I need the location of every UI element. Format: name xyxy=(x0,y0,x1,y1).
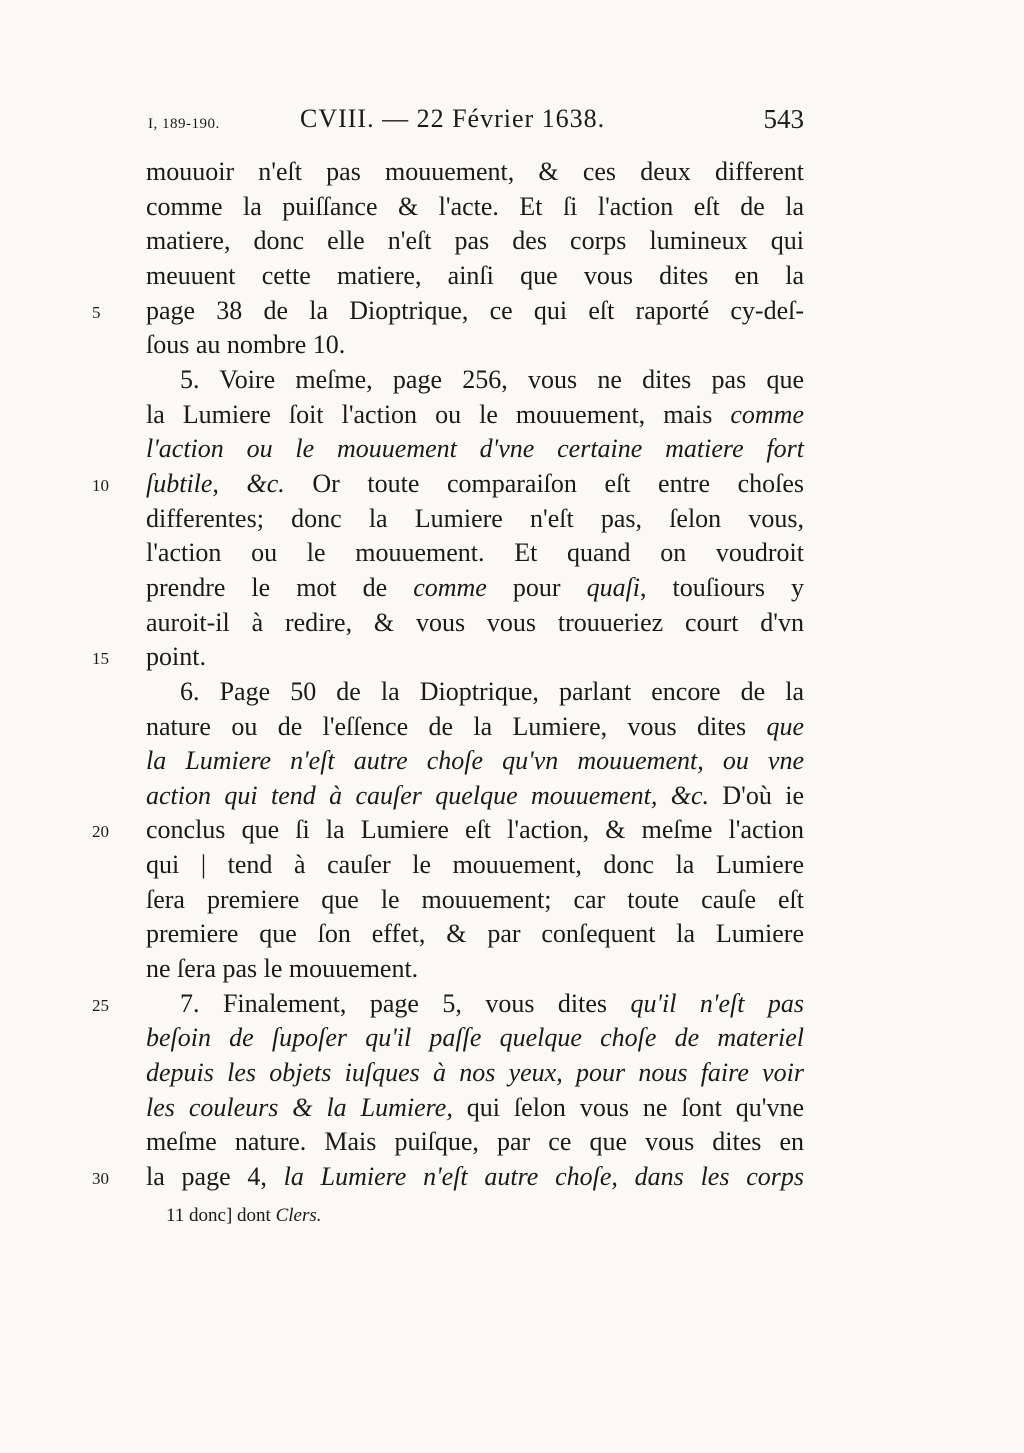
italic-segment: la Lumiere n'eſt autre choſe, dans les corps xyxy=(283,1162,804,1192)
line-text xyxy=(146,1160,804,1194)
text-line xyxy=(0,987,1024,1022)
footnote-text: 11 donc] dont xyxy=(166,1205,276,1226)
text-line xyxy=(0,363,1024,398)
text-segment: qui | tend à cauſer le mouuement, donc la Lumiere xyxy=(146,850,804,880)
text-segment: prendre le mot de xyxy=(146,572,414,602)
text-segment: mouuoir n'eſt pas mouuement, & ces deux different xyxy=(146,157,804,186)
text-line xyxy=(0,536,1024,571)
line-text xyxy=(146,294,804,328)
text-segment: ne ſera pas le mouuement. xyxy=(146,954,419,984)
header-reference: I, 189-190. xyxy=(148,116,220,132)
line-text xyxy=(146,779,804,813)
line-text xyxy=(146,536,804,570)
text-line xyxy=(0,952,1024,987)
text-line xyxy=(0,848,1024,883)
text-line xyxy=(0,1160,1024,1195)
text-line xyxy=(0,502,1024,537)
italic-segment: les couleurs & la Lumiere, xyxy=(146,1092,453,1122)
text-line xyxy=(0,398,1024,433)
line-text xyxy=(180,675,804,709)
text-line xyxy=(0,571,1024,606)
footnote-italic: Clers. xyxy=(275,1205,322,1226)
line-text xyxy=(146,432,804,466)
text-segment: page 38 de la Dioptrique, ce qui eſt raporté cy-deſ- xyxy=(146,295,804,325)
text-line xyxy=(0,883,1024,918)
text-segment: point. xyxy=(146,642,206,672)
line-text xyxy=(146,710,804,744)
line-text xyxy=(146,1021,804,1055)
italic-segment: ſubtile, &c. xyxy=(146,468,285,498)
line-text xyxy=(180,987,804,1021)
text-line xyxy=(0,640,1024,675)
text-line xyxy=(0,779,1024,814)
text-segment: meuuent cette matiere, ainſi que vous dites en la xyxy=(146,260,804,290)
italic-segment: depuis les objets iuſques à nos yeux, pour nous faire voir xyxy=(146,1058,804,1088)
italic-segment: l'action ou le mouuement d'vne certaine matiere fort xyxy=(146,434,804,464)
text-segment: auroit-il à redire, & vous vous trouueriez court d'vn xyxy=(146,607,804,637)
header-title: CVIII. — 22 Février 1638. xyxy=(300,104,606,133)
text-segment: qui ſelon vous ne ſont qu'vne xyxy=(452,1092,805,1122)
text-segment: , touſiours y xyxy=(640,572,804,602)
text-segment: meſme nature. Mais puiſque, par ce que vous dites en xyxy=(146,1127,804,1157)
text-line xyxy=(0,190,1024,225)
text-line xyxy=(0,1056,1024,1091)
text-line xyxy=(0,328,1024,363)
text-line xyxy=(0,432,1024,467)
text-line xyxy=(0,467,1024,502)
text-line xyxy=(0,675,1024,710)
line-text xyxy=(146,606,804,640)
text-segment: la Lumiere ſoit l'action ou le mouuement, mais xyxy=(146,399,731,429)
text-line xyxy=(0,1091,1024,1126)
italic-segment: quaſi xyxy=(586,572,641,602)
line-text xyxy=(146,848,804,882)
line-text xyxy=(146,224,804,258)
text-segment: ſous au nombre 10. xyxy=(146,330,346,360)
text-segment: pour xyxy=(486,572,587,602)
line-text xyxy=(146,744,804,778)
line-text xyxy=(146,1091,804,1125)
line-text xyxy=(146,1056,804,1090)
text-line xyxy=(0,917,1024,952)
text-segment: D'où ie xyxy=(709,780,804,810)
text-segment: la page 4, xyxy=(146,1162,284,1192)
text-line xyxy=(0,606,1024,641)
line-text xyxy=(180,363,804,397)
line-text xyxy=(146,883,804,917)
line-text xyxy=(146,640,804,674)
text-segment: premiere que ſon effet, & par conſequent la Lumiere xyxy=(146,919,804,949)
text-line xyxy=(0,294,1024,329)
italic-segment: action qui tend à cauſer quelque mouuement, &c. xyxy=(146,780,709,810)
italic-segment: la Lumiere n'eſt autre choſe qu'vn mouuement, ou vne xyxy=(146,746,804,776)
italic-segment: comme xyxy=(730,399,804,429)
text-segment: 7. Finalement, page 5, vous dites xyxy=(180,988,631,1018)
line-text xyxy=(146,813,804,847)
line-text xyxy=(146,502,804,536)
text-segment: differentes; donc la Lumiere n'eſt pas, ſelon vous, xyxy=(146,503,804,533)
italic-segment: comme xyxy=(413,572,487,602)
line-text xyxy=(146,917,804,951)
line-text xyxy=(146,1125,804,1159)
line-number: 25 xyxy=(92,995,109,1015)
text-segment: l'action ou le mouuement. Et quand on voudroit xyxy=(146,538,804,568)
line-number: 15 xyxy=(92,649,109,669)
line-number: 20 xyxy=(92,822,109,842)
line-text xyxy=(146,467,804,501)
line-text xyxy=(146,398,804,432)
text-line xyxy=(0,1125,1024,1160)
line-number: 10 xyxy=(92,475,109,495)
italic-segment: qu'il n'eſt pas xyxy=(630,988,804,1018)
body-text xyxy=(0,155,1024,1195)
text-segment: 5. Voire meſme, page 256, vous ne dites pas que xyxy=(180,364,804,394)
line-text xyxy=(146,155,804,189)
line-text xyxy=(146,328,804,362)
line-text xyxy=(146,952,804,986)
italic-segment: que xyxy=(766,711,804,741)
text-segment: matiere, donc elle n'eſt pas des corps lumineux qui xyxy=(146,226,804,256)
text-segment: conclus que ſi la Lumiere eſt l'action, & meſme l'action xyxy=(146,815,804,845)
footnote xyxy=(166,1205,322,1227)
line-text xyxy=(146,259,804,293)
text-line xyxy=(0,224,1024,259)
text-line xyxy=(0,1021,1024,1056)
running-header xyxy=(148,104,804,144)
line-number: 5 xyxy=(92,302,101,322)
text-line xyxy=(0,710,1024,745)
text-line xyxy=(0,155,1024,190)
line-text xyxy=(146,190,804,224)
line-number: 30 xyxy=(92,1169,109,1189)
text-line xyxy=(0,259,1024,294)
text-line xyxy=(0,744,1024,779)
line-text xyxy=(146,571,804,605)
text-segment: 6. Page 50 de la Dioptrique, parlant encore de la xyxy=(180,676,804,706)
italic-segment: beſoin de ſupoſer qu'il paſſe quelque choſe de materiel xyxy=(146,1023,804,1053)
text-line xyxy=(0,813,1024,848)
text-segment: comme la puiſſance & l'acte. Et ſi l'action eſt de la xyxy=(146,191,804,221)
text-segment: nature ou de l'eſſence de la Lumiere, vous dites xyxy=(146,711,767,741)
text-segment: ſera premiere que le mouuement; car toute cauſe eſt xyxy=(146,884,804,914)
text-segment: Or toute comparaiſon eſt entre choſes xyxy=(284,468,804,498)
page-number: 543 xyxy=(763,104,804,134)
